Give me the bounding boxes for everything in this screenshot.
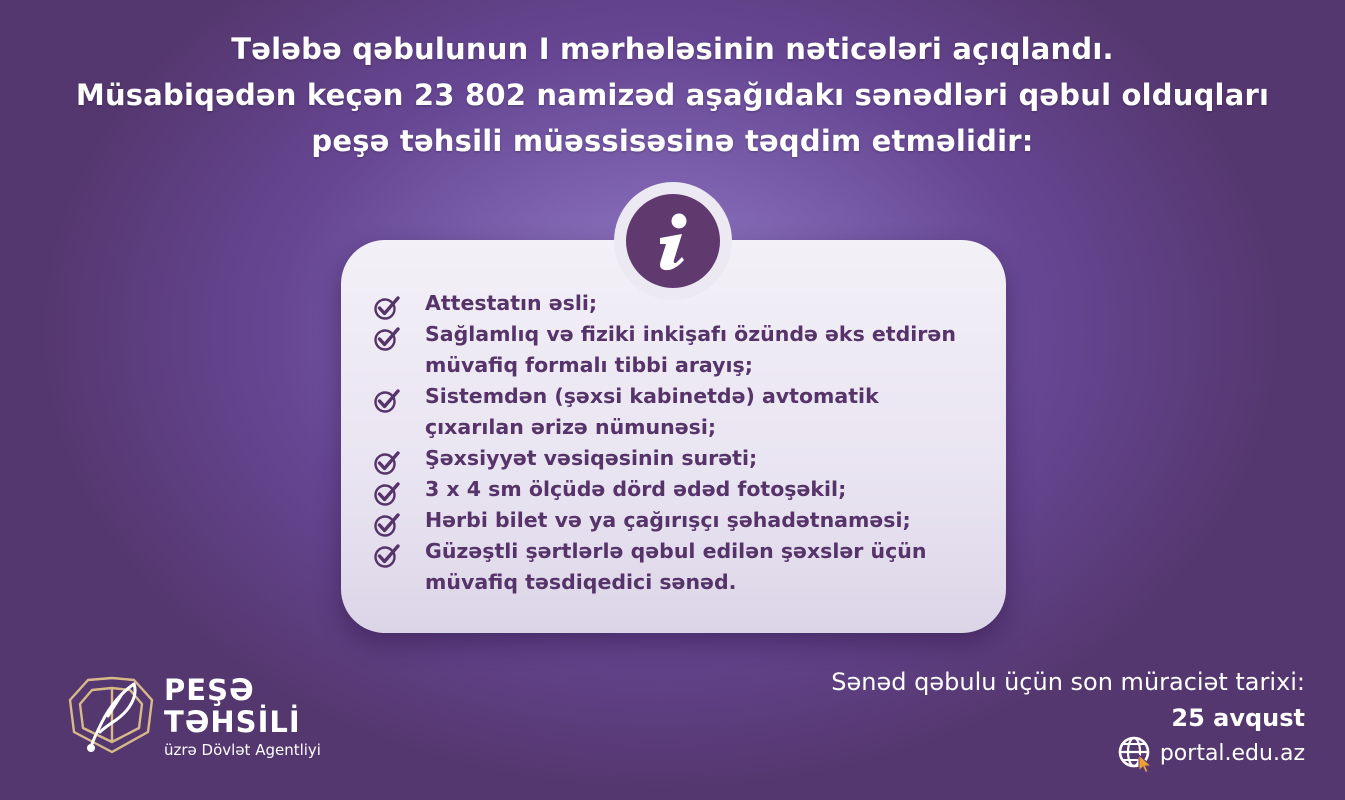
check-circle-icon xyxy=(373,449,401,477)
check-circle-icon xyxy=(373,294,401,322)
info-icon xyxy=(626,194,720,288)
check-circle-icon xyxy=(373,387,401,415)
documents-list xyxy=(371,288,991,598)
headline-line-3: peşə təhsili müəssisəsinə təqdim etməlidir: xyxy=(311,124,1034,158)
document-item-text: Attestatın əsli; xyxy=(425,291,598,315)
document-item xyxy=(371,319,991,381)
headline-line-2: Müsabiqədən keçən 23 802 namizəd aşağıdakı sənədləri qəbul olduqları xyxy=(75,78,1270,112)
portal-url[interactable]: portal.edu.az xyxy=(1159,740,1305,766)
document-item xyxy=(371,536,991,598)
check-circle-icon xyxy=(373,325,401,353)
document-item xyxy=(371,443,991,474)
headline-line-1: Tələbə qəbulunun I mərhələsinin nəticələri açıqlandı. xyxy=(231,32,1114,66)
document-item-text: Şəxsiyyət vəsiqəsinin surəti; xyxy=(425,446,758,470)
document-item-text: müvafiq formalı tibbi arayış; xyxy=(425,353,753,377)
document-item-text: Hərbi bilet və ya çağırışçı şəhadətnaməsi; xyxy=(425,508,911,532)
document-item xyxy=(371,288,991,319)
logo-name-line-2: TƏHSİLİ xyxy=(164,705,301,739)
document-item-text: 3 x 4 sm ölçüdə dörd ədəd fotoşəkil; xyxy=(425,477,847,501)
portal-link[interactable] xyxy=(1116,733,1305,773)
logo-name xyxy=(164,674,301,738)
agency-logo xyxy=(62,670,362,770)
check-circle-icon xyxy=(373,480,401,508)
deadline-label: Sənəd qəbulu üçün son müraciət tarixi: xyxy=(831,668,1305,696)
check-circle-icon xyxy=(373,511,401,539)
logo-name-line-1: PEŞƏ xyxy=(164,673,255,707)
document-item-text: Sağlamlıq və fiziki inkişafı özündə əks etdirən xyxy=(425,322,956,346)
check-circle-icon xyxy=(373,542,401,570)
document-item xyxy=(371,505,991,536)
document-item xyxy=(371,474,991,505)
document-item-text: çıxarılan ərizə nümunəsi; xyxy=(425,415,717,439)
document-item-text: Sistemdən (şəxsi kabinetdə) avtomatik xyxy=(425,384,879,408)
deadline-block xyxy=(831,664,1305,736)
book-quill-emblem-icon xyxy=(62,670,160,760)
headline xyxy=(0,26,1345,164)
document-item-text: Güzəştli şərtlərlə qəbul edilən şəxslər üçün xyxy=(425,539,927,563)
document-item-text: müvafiq təsdiqedici sənəd. xyxy=(425,570,737,594)
logo-subtitle: üzrə Dövlət Agentliyi xyxy=(164,741,321,759)
globe-cursor-icon xyxy=(1116,733,1156,773)
deadline-date: 25 avqust xyxy=(1171,704,1305,732)
document-item xyxy=(371,381,991,443)
